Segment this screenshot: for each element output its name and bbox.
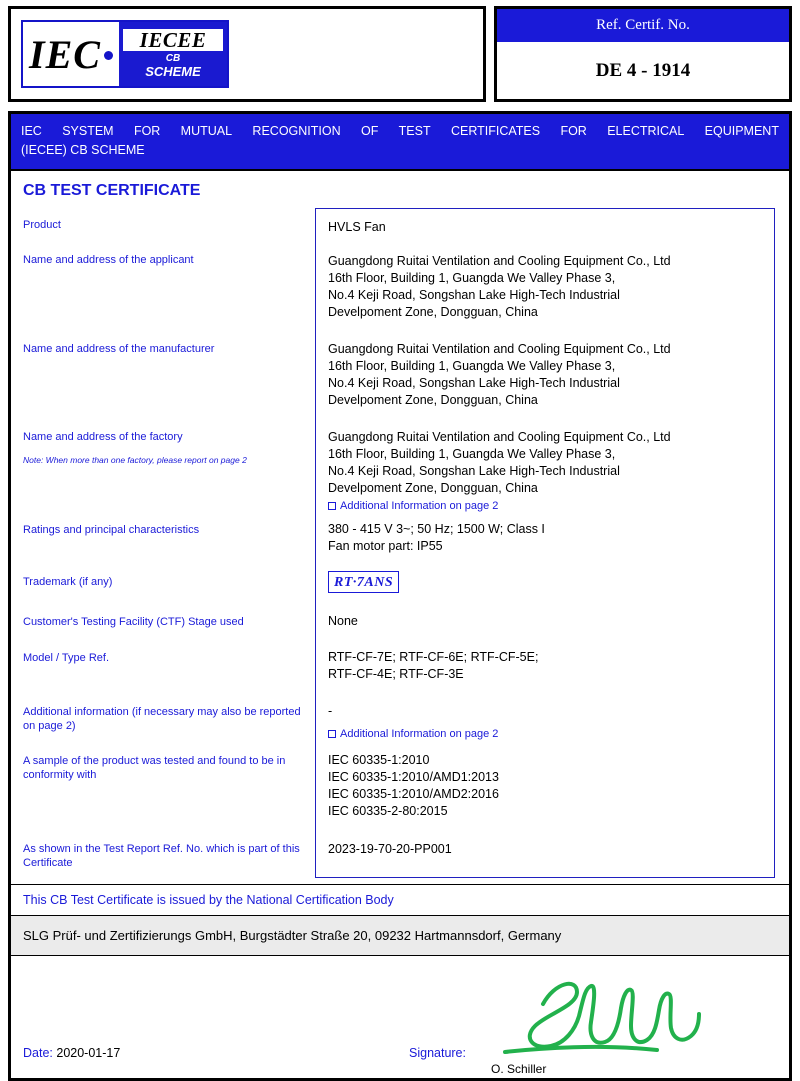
value-manufacturer [328, 341, 768, 409]
checkbox-icon[interactable] [328, 502, 336, 510]
additional-info-text: Additional Information on page 2 [340, 728, 499, 740]
iec-logo-icon [23, 22, 119, 86]
banner-word-2: SYSTEM [62, 124, 114, 138]
value-applicant-line-3: No.4 Keji Road, Songshan Lake High-Tech Industrial [328, 288, 620, 302]
banner-word-6: OF [360, 124, 379, 138]
label-factory: Name and address of the factory [23, 431, 183, 443]
trademark-logo-text: RT·7ANS [334, 575, 394, 590]
value-applicant-line-4: Develpoment Zone, Dongguan, China [328, 305, 538, 319]
label-product: Product [23, 219, 61, 231]
label-model-type-ref: Model / Type Ref. [23, 652, 110, 664]
additional-info-checkbox-row[interactable] [328, 727, 768, 741]
date-label: Date: [23, 1046, 53, 1060]
iecee-scheme-text: SCHEME [145, 64, 201, 79]
iecee-cb-scheme-logo [119, 22, 227, 86]
value-model-type-ref [328, 649, 768, 683]
value-conformity-line-1: IEC 60335-1:2010 [328, 753, 430, 767]
value-model-line-2: RTF-CF-4E; RTF-CF-3E [328, 667, 464, 681]
scheme-banner [11, 114, 789, 171]
value-conformity-line-3: IEC 60335-1:2010/AMD2:2016 [328, 787, 499, 801]
ref-certif-no-label: Ref. Certif. No. [497, 9, 789, 42]
value-ctf-stage: None [328, 614, 358, 628]
label-test-report: As shown in the Test Report Ref. No. which is part of this Certificate [23, 843, 300, 869]
value-manufacturer-line-2: 16th Floor, Building 1, Guangda We Valley Phase 3, [328, 359, 616, 373]
page-title: CB TEST CERTIFICATE [23, 182, 201, 199]
banner-word-10: ELECTRICAL [607, 124, 685, 138]
value-test-report: 2023-19-70-20-PP001 [328, 842, 452, 856]
label-manufacturer: Name and address of the manufacturer [23, 343, 215, 355]
value-factory-line-3: No.4 Keji Road, Songshan Lake High-Tech Industrial [328, 464, 620, 478]
checkbox-icon[interactable] [328, 730, 336, 738]
value-conformity-line-4: IEC 60335-2-80:2015 [328, 804, 448, 818]
signature-area [11, 956, 789, 1078]
value-factory-line-2: 16th Floor, Building 1, Guangda We Valley Phase 3, [328, 447, 616, 461]
banner-word-5: RECOGNITION [252, 124, 341, 138]
date-value: 2020-01-17 [56, 1046, 121, 1060]
header-row [8, 6, 792, 102]
labels-column [23, 208, 315, 878]
iecee-cb-text: CB [165, 53, 181, 64]
value-manufacturer-line-1: Guangdong Ruitai Ventilation and Cooling Equipment Co., Ltd [328, 342, 671, 356]
label-ctf-stage: Customer's Testing Facility (CTF) Stage used [23, 616, 244, 628]
value-factory [328, 429, 768, 513]
banner-word-3: FOR [133, 124, 161, 138]
label-trademark: Trademark (if any) [23, 576, 113, 588]
banner-word-11: EQUIPMENT [704, 124, 779, 138]
signature-label: Signature: [409, 1046, 466, 1060]
iec-logo-dot-icon [104, 51, 113, 60]
value-model-line-1: RTF-CF-7E; RTF-CF-6E; RTF-CF-5E; [328, 650, 539, 664]
signature-image [481, 974, 721, 1060]
iecee-logo [21, 20, 229, 88]
banner-word-9: FOR [560, 124, 587, 138]
banner-line-2: (IECEE) CB SCHEME [21, 143, 145, 157]
value-additional-info-dash: - [328, 704, 333, 718]
banner-word-1: IEC [21, 124, 42, 138]
trademark-logo [328, 571, 399, 593]
value-manufacturer-line-3: No.4 Keji Road, Songshan Lake High-Tech Industrial [328, 376, 620, 390]
value-conformity-line-2: IEC 60335-1:2010/AMD1:2013 [328, 770, 499, 784]
value-additional-information [328, 703, 768, 741]
banner-word-4: MUTUAL [180, 124, 233, 138]
banner-word-7: TEST [398, 124, 431, 138]
value-ratings [328, 521, 768, 555]
ref-certif-no-value: DE 4 - 1914 [595, 59, 691, 81]
date-row [23, 1046, 120, 1060]
value-ratings-line-2: Fan motor part: IP55 [328, 539, 443, 553]
issued-by-line: This CB Test Certificate is issued by the National Certification Body [11, 884, 789, 915]
value-applicant-line-2: 16th Floor, Building 1, Guangda We Valley Phase 3, [328, 271, 616, 285]
label-applicant: Name and address of the applicant [23, 254, 194, 266]
value-factory-line-4: Develpoment Zone, Dongguan, China [328, 481, 538, 495]
value-trademark [328, 571, 768, 593]
logo-box [8, 6, 486, 102]
iecee-logo-text: IECEE [123, 29, 223, 51]
value-factory-line-1: Guangdong Ruitai Ventilation and Cooling Equipment Co., Ltd [328, 430, 671, 444]
value-manufacturer-line-4: Develpoment Zone, Dongguan, China [328, 393, 538, 407]
label-conformity: A sample of the product was tested and found to be in conformity with [23, 755, 286, 781]
factory-additional-info-checkbox-row[interactable] [328, 499, 768, 513]
label-additional-information: Additional information (if necessary may also be reported on page 2) [23, 706, 301, 732]
label-ratings: Ratings and principal characteristics [23, 524, 200, 536]
national-certification-body: SLG Prüf- und Zertifizierungs GmbH, Burgstädter Straße 20, 09232 Hartmannsdorf, Germany [11, 915, 789, 956]
fields-area [11, 208, 789, 878]
reference-box [494, 6, 792, 102]
value-applicant-line-1: Guangdong Ruitai Ventilation and Cooling Equipment Co., Ltd [328, 254, 671, 268]
iec-logo-text: IEC [29, 31, 101, 77]
value-conformity [328, 752, 768, 820]
signatory-name: O. Schiller [491, 1062, 547, 1076]
values-column [315, 208, 775, 878]
banner-word-8: CERTIFICATES [450, 124, 541, 138]
value-product: HVLS Fan [328, 220, 386, 234]
value-applicant [328, 253, 768, 321]
factory-additional-info-text: Additional Information on page 2 [340, 500, 499, 512]
certificate-box [8, 111, 792, 1081]
label-factory-note: Note: When more than one factory, please report on page 2 [23, 455, 247, 465]
value-ratings-line-1: 380 - 415 V 3~; 50 Hz; 1500 W; Class I [328, 522, 545, 536]
